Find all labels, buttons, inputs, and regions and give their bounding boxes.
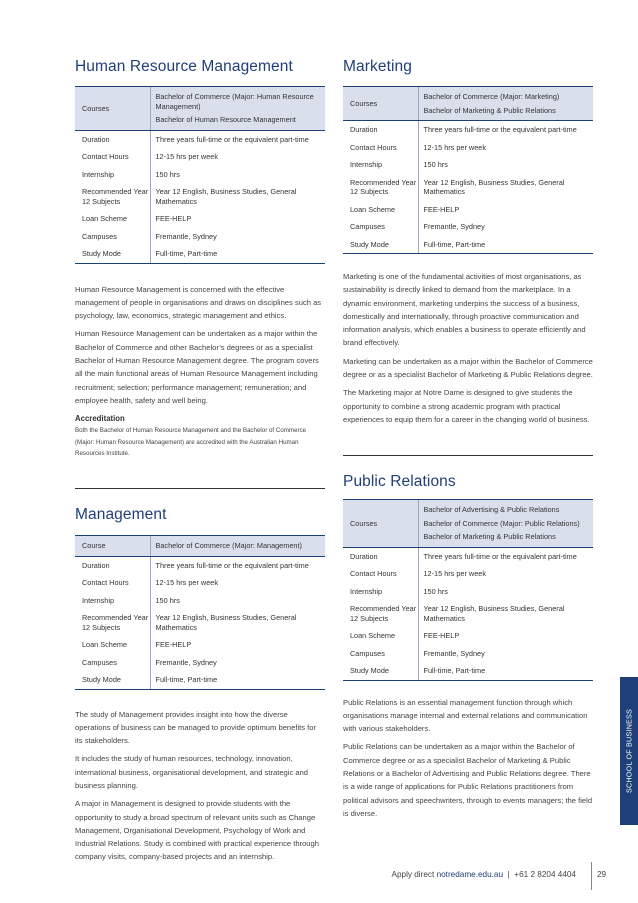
table-row xyxy=(75,210,325,228)
row-value xyxy=(150,654,325,672)
row-value xyxy=(418,174,593,201)
row-label: Courses xyxy=(343,500,418,548)
row-label: Contact Hours xyxy=(350,569,397,578)
row-label: Study Mode xyxy=(75,245,150,263)
row-value-line: Bachelor of Marketing & Public Relations xyxy=(423,105,556,115)
table-row xyxy=(343,87,593,121)
footer-divider xyxy=(591,862,592,890)
footer-apply-label: Apply direct xyxy=(391,870,435,879)
row-value-line: 12-15 hrs per week xyxy=(423,142,486,152)
row-label: Campuses xyxy=(350,648,385,658)
marketing-body xyxy=(343,270,593,426)
row-label: Duration xyxy=(82,134,110,144)
row-value xyxy=(418,565,593,583)
table-row xyxy=(75,574,325,592)
row-value-line: Bachelor of Marketing & Public Relations xyxy=(423,532,556,541)
row-label: Loan Scheme xyxy=(82,640,128,649)
row-value-line: 150 hrs xyxy=(423,160,448,169)
table-row xyxy=(343,583,593,601)
row-value xyxy=(150,228,325,246)
body-paragraph: It includes the study of human resources, technology, innovation, international business, organisational development, and strategic and business planning. xyxy=(75,754,309,790)
row-label: Campuses xyxy=(350,222,385,231)
row-label: Duration xyxy=(82,560,110,570)
table-row xyxy=(75,245,325,263)
row-value-line: Bachelor of Commerce (Major: Management) xyxy=(155,541,302,550)
table-row xyxy=(343,600,593,627)
row-value-line: Full-time, Part-time xyxy=(423,666,486,675)
section-divider xyxy=(343,455,593,456)
row-label: Internship xyxy=(350,160,383,169)
table-row xyxy=(343,547,593,565)
management-course-table xyxy=(75,535,325,690)
row-value xyxy=(418,236,593,254)
row-value xyxy=(150,183,325,210)
row-value xyxy=(418,201,593,219)
row-label: Recommended Year 12 Subjects xyxy=(350,604,417,623)
body-paragraph: Human Resource Management is concerned with the effective management of people in organisations and draws on disciplines such as psychology, law, economics, strategic management and ethics. xyxy=(75,284,322,321)
row-value xyxy=(150,592,325,610)
row-value xyxy=(150,210,325,228)
row-value-line: Three years full-time or the equivalent part-time xyxy=(155,134,309,144)
table-row xyxy=(343,627,593,645)
row-value xyxy=(150,671,325,689)
row-value xyxy=(418,600,593,627)
row-value-line: 12-15 hrs per week xyxy=(155,578,218,587)
row-label: Contact Hours xyxy=(82,578,129,587)
row-value xyxy=(150,130,325,148)
row-value-line: Full-time, Part-time xyxy=(155,249,218,258)
table-row xyxy=(343,156,593,174)
row-value-line: Year 12 English, Business Studies, General Mathematics xyxy=(423,604,565,623)
section-divider xyxy=(75,488,325,489)
table-row xyxy=(75,228,325,246)
row-value xyxy=(150,536,325,557)
body-paragraph: Marketing is one of the fundamental activities of most organisations, as sustainability is directly linked to demand from the marketplace. In a dynamic environment, marketing underpins the success of a business, domestically and internationally, through proactive communication and information analysis, which enables a business to operate efficiently and brand effectively. xyxy=(343,272,586,348)
row-value-line: Full-time, Part-time xyxy=(423,239,486,249)
footer-website-link[interactable]: notredame.edu.au xyxy=(436,870,504,879)
row-value-line: Fremantle, Sydney xyxy=(423,222,485,231)
side-tab-label: SCHOOL OF BUSINESS xyxy=(624,708,634,794)
row-value-line: Three years full-time or the equivalent part-time xyxy=(155,560,309,570)
marketing-course-table xyxy=(343,86,593,254)
row-value xyxy=(418,218,593,236)
body-paragraph: The Marketing major at Notre Dame is designed to give students the opportunity to combine a strong academic program with practical experiences to equip them for a career in the changing world of business. xyxy=(343,388,590,424)
row-label: Contact Hours xyxy=(82,152,129,161)
table-row xyxy=(343,236,593,254)
row-label: Internship xyxy=(82,595,115,605)
row-value-line: Year 12 English, Business Studies, General Mathematics xyxy=(155,613,297,632)
page-number: 29 xyxy=(597,870,607,879)
row-value-line: Three years full-time or the equivalent part-time xyxy=(423,551,577,561)
row-value-line: FEE-HELP xyxy=(155,214,192,223)
body-paragraph: Public Relations is an essential management function through which organisations manage internal and external relations and communication with various stakeholders. xyxy=(343,697,588,734)
hrm-section xyxy=(75,58,325,460)
row-label: Recommended Year 12 Subjects xyxy=(82,613,149,632)
row-label: Courses xyxy=(75,87,150,131)
table-row xyxy=(75,148,325,166)
hrm-body xyxy=(75,283,325,460)
row-label: Internship xyxy=(350,586,383,596)
body-paragraph: Public Relations can be undertaken as a major within the Bachelor of Commerce degree or as a specialist Bachelor of Marketing & Public Relations or a Bachelor of Advertising and Public Relations degree. There is a wide range of applications for Public Relations practitioners from political advisors and speechwriters, through to events managers; the field is diverse. xyxy=(343,742,593,818)
table-row xyxy=(343,201,593,219)
body-paragraph: Human Resource Management can be undertaken as a major within the Bachelor of Commerce and other Bachelor’s degrees or as a specialist Bachelor of Human Resource Management degree. The program covers all the main functional areas of Human Resource Management including recruitment; selection; performance management; remuneration; and employee health, safety and well being. xyxy=(75,329,319,405)
row-value xyxy=(150,245,325,263)
row-value-line: FEE-HELP xyxy=(155,640,192,649)
table-row xyxy=(343,662,593,680)
table-row xyxy=(343,645,593,663)
row-value-line: 150 hrs xyxy=(155,169,180,179)
row-value-line: Bachelor of Advertising & Public Relations xyxy=(423,505,560,514)
row-value-line: Fremantle, Sydney xyxy=(155,231,217,241)
row-value-line: FEE-HELP xyxy=(423,204,460,214)
table-row xyxy=(75,183,325,210)
footer-phone: +61 2 8204 4404 xyxy=(514,870,576,879)
table-row xyxy=(75,556,325,574)
hrm-course-table xyxy=(75,86,325,264)
row-value-line: Year 12 English, Business Studies, General Mathematics xyxy=(423,177,565,196)
table-row xyxy=(343,174,593,201)
row-label: Study Mode xyxy=(343,236,418,254)
row-value xyxy=(418,121,593,139)
row-label: Recommended Year 12 Subjects xyxy=(350,177,417,196)
row-label: Duration xyxy=(350,125,378,134)
table-row xyxy=(75,536,325,557)
row-label: Courses xyxy=(343,87,418,121)
row-value xyxy=(150,636,325,654)
pr-body xyxy=(343,696,593,821)
row-value-line: Fremantle, Sydney xyxy=(423,648,485,658)
accreditation-text: Both the Bachelor of Human Resource Management and the Bachelor of Commerce (Major: Human Resource Management) are accredited with the Australian Human Resources Institute. xyxy=(75,427,307,458)
row-value xyxy=(150,574,325,592)
pr-course-table xyxy=(343,499,593,681)
row-value xyxy=(150,148,325,166)
table-row xyxy=(75,671,325,689)
footer-separator: | xyxy=(507,870,510,879)
row-value-line: Three years full-time or the equivalent part-time xyxy=(423,125,577,134)
row-label: Duration xyxy=(350,551,378,561)
row-value-line: 12-15 hrs per week xyxy=(423,569,486,578)
body-paragraph: A major in Management is designed to provide students with the opportunity to study a broad spectrum of relevant units such as Change Management, Organisational Development, Psychology of Work and Industrial Relations. Study is combined with practical experience through company visits, company-based projects and an internship. xyxy=(75,799,319,862)
body-paragraph: Marketing can be undertaken as a major within the Bachelor of Commerce degree or as a specialist Bachelor of Marketing & Public Relations degree. xyxy=(343,356,593,380)
row-label: Study Mode xyxy=(343,662,418,680)
table-row xyxy=(75,636,325,654)
row-value xyxy=(418,645,593,663)
row-value-line: Bachelor of Commerce (Major: Marketing) xyxy=(423,92,560,101)
row-label: Study Mode xyxy=(75,671,150,689)
row-label: Loan Scheme xyxy=(350,631,396,640)
row-label: Campuses xyxy=(82,231,117,241)
row-value xyxy=(418,583,593,601)
pr-title: Public Relations xyxy=(343,473,456,490)
table-row xyxy=(343,565,593,583)
management-title: Management xyxy=(75,506,167,523)
marketing-section xyxy=(343,58,593,426)
row-value-line: Year 12 English, Business Studies, General Mathematics xyxy=(155,187,297,206)
row-value xyxy=(418,87,593,121)
row-value xyxy=(150,87,325,131)
row-label: Campuses xyxy=(82,657,117,667)
pr-section xyxy=(343,473,593,820)
row-value xyxy=(418,662,593,680)
table-row xyxy=(75,166,325,184)
table-row xyxy=(75,130,325,148)
accreditation-heading: Accreditation xyxy=(75,414,125,424)
table-row xyxy=(343,121,593,139)
hrm-title: Human Resource Management xyxy=(75,58,293,75)
table-row xyxy=(75,87,325,131)
row-value-line: 150 hrs xyxy=(155,595,180,605)
row-value xyxy=(150,609,325,636)
row-label: Loan Scheme xyxy=(350,204,396,214)
row-value xyxy=(150,166,325,184)
row-label: Recommended Year 12 Subjects xyxy=(82,187,149,206)
row-value-line: 150 hrs xyxy=(423,586,448,596)
table-row xyxy=(75,609,325,636)
row-value-line: 12-15 hrs per week xyxy=(155,152,218,161)
row-label: Internship xyxy=(82,169,115,179)
row-value-line: Fremantle, Sydney xyxy=(155,657,217,667)
table-row xyxy=(75,592,325,610)
row-value-line: Bachelor of Human Resource Management xyxy=(155,115,296,124)
row-value xyxy=(418,627,593,645)
management-section xyxy=(75,506,325,864)
row-value-line: Full-time, Part-time xyxy=(155,675,218,684)
management-body xyxy=(75,708,325,864)
row-value xyxy=(418,500,593,548)
footer xyxy=(0,870,638,884)
row-value xyxy=(150,556,325,574)
row-value xyxy=(418,156,593,174)
table-row xyxy=(343,218,593,236)
row-label: Course xyxy=(75,536,150,557)
table-row xyxy=(343,139,593,157)
body-paragraph: The study of Management provides insight into how the diverse operations of business can be managed to provide optimum benefits for its stakeholders. xyxy=(75,709,317,746)
row-value xyxy=(418,547,593,565)
footer-contact xyxy=(392,870,577,879)
table-row xyxy=(343,500,593,548)
row-value-line: Bachelor of Commerce (Major: Human Resource Management) xyxy=(155,92,314,111)
row-value-line: FEE-HELP xyxy=(423,631,460,640)
row-value xyxy=(418,139,593,157)
table-row xyxy=(75,654,325,672)
row-value-line: Bachelor of Commerce (Major: Public Relations) xyxy=(423,518,580,528)
row-label: Loan Scheme xyxy=(82,214,128,223)
school-side-tab xyxy=(620,677,638,825)
marketing-title: Marketing xyxy=(343,58,412,75)
row-label: Contact Hours xyxy=(350,142,397,152)
